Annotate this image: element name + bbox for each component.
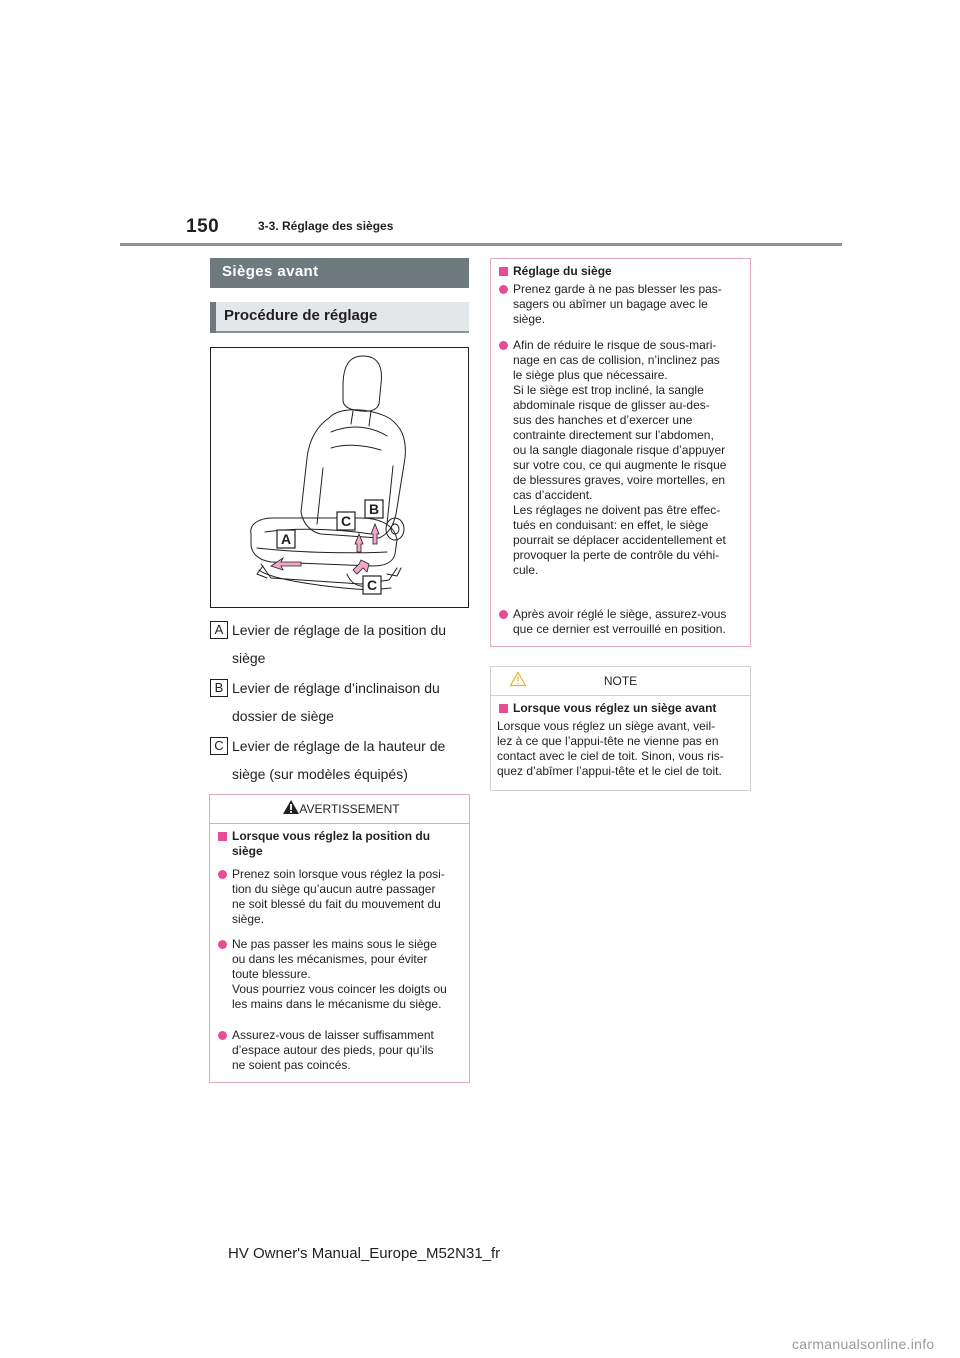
section-title: Sièges avant xyxy=(222,263,319,280)
legend-key-c: C xyxy=(210,737,228,755)
adjust-bullet-2 xyxy=(499,338,742,578)
warning-title-bar xyxy=(210,795,469,824)
note-heading-item xyxy=(499,701,742,716)
figure-label-c-top: C xyxy=(340,513,352,529)
figure-label-a: A xyxy=(280,531,292,547)
figure-label-c-bottom: C xyxy=(366,577,378,593)
legend-key-a: A xyxy=(210,621,228,639)
legend-item-c xyxy=(210,732,480,788)
round-bullet-icon xyxy=(499,285,508,294)
adjust-info-box xyxy=(490,258,751,647)
figure-label-b: B xyxy=(368,501,380,517)
round-bullet-icon xyxy=(218,870,227,879)
note-box xyxy=(490,666,751,791)
warning-bullet-text-3: Assurez-vous de laisser suffisamment d’espace autour des pieds, pour qu’ils ne soient pas coincés. xyxy=(232,1028,434,1072)
watermark: carmanualsonline.info xyxy=(792,1336,935,1352)
warning-bullet-1 xyxy=(218,867,461,927)
arrow-b xyxy=(371,524,379,544)
adjust-bullet-text-1: Prenez garde à ne pas blesser les pas- sagers ou abîmer un bagage avec le siège. xyxy=(513,282,722,326)
section-header xyxy=(210,258,469,288)
adjust-heading-item xyxy=(499,264,742,279)
seat-illustration xyxy=(210,347,469,608)
arrow-a xyxy=(271,558,301,570)
legend-text-c: Levier de réglage de la hauteur de siège (sur modèles équipés) xyxy=(232,738,446,782)
note-text: Lorsque vous réglez un siège avant, veil- lez à ce que l’appui-tête ne vienne pas en contact avec le ciel de toit. Sinon, vous ris- quez d’abîmer l’appui-tête et le ciel de toit. xyxy=(497,719,724,778)
warning-heading-item xyxy=(218,829,461,859)
arrow-c-down xyxy=(353,560,369,574)
adjust-bullet-text-2: Afin de réduire le risque de sous-mari- nage en cas de collision, n’inclinez pas le siège plus que nécessaire. Si le siège est trop incliné, la sangle abdominale risque de glisser au-des- sus des hanches et d’exercer une contrainte directement sur l’abdomen, ou la sangle diagonale risque d’appuyer sur votre cou, ce qui augmente le risque de blessures graves, voire mortelles, en cas d’accident. Les réglages ne doivent pas être effec- tués en conduisant: en effet, le siège pourrait se déplacer accidentellement et provoquer la perte de contrôle du véhi- cule. xyxy=(513,338,727,577)
legend-text-b: Levier de réglage d’inclinaison du dossier de siège xyxy=(232,680,440,724)
warning-bullet-text-2: Ne pas passer les mains sous le siège ou dans les mécanismes, pour éviter toute blessure. Vous pourriez vous coincer les doigts ou les mains dans le mécanisme du siège. xyxy=(232,937,447,1011)
round-bullet-icon xyxy=(218,1031,227,1040)
header-rule xyxy=(120,243,842,246)
adjust-bullet-3 xyxy=(499,607,742,637)
warning-title: AVERTISSEMENT xyxy=(299,802,400,816)
warning-bullet-2 xyxy=(218,937,461,1012)
adjust-bullet-text-3: Après avoir réglé le siège, assurez-vous que ce dernier est verrouillé en position. xyxy=(513,607,727,636)
round-bullet-icon xyxy=(499,341,508,350)
legend-item-b xyxy=(210,674,480,730)
subsection-title: Procédure de réglage xyxy=(224,307,378,324)
recline-knob xyxy=(386,518,404,540)
square-bullet-icon xyxy=(499,267,508,276)
warning-bullet-3 xyxy=(218,1028,461,1073)
note-title-bar xyxy=(491,667,750,696)
seat-drawing xyxy=(211,348,468,607)
round-bullet-icon xyxy=(218,940,227,949)
warning-heading: Lorsque vous réglez la position du siège xyxy=(232,829,431,858)
legend-key-b: B xyxy=(210,679,228,697)
round-bullet-icon xyxy=(499,610,508,619)
square-bullet-icon xyxy=(218,832,227,841)
subsection-header xyxy=(210,302,469,333)
page-number: 150 xyxy=(186,216,220,237)
warning-box xyxy=(209,794,470,1083)
warning-bullet-text-1: Prenez soin lorsque vous réglez la posi- tion du siège qu’aucun autre passager ne soit blessé du fait du mouvement du siège. xyxy=(232,867,445,926)
legend-text-a: Levier de réglage de la position du siège xyxy=(232,622,447,666)
footer-text: HV Owner's Manual_Europe_M52N31_fr xyxy=(228,1245,501,1262)
note-heading: Lorsque vous réglez un siège avant xyxy=(513,701,717,715)
adjust-bullet-1 xyxy=(499,282,742,327)
subsection-bar xyxy=(210,302,216,333)
adjust-heading: Réglage du siège xyxy=(513,264,612,278)
legend-item-a xyxy=(210,616,480,672)
note-title: NOTE xyxy=(603,674,638,688)
chapter-title: 3-3. Réglage des sièges xyxy=(258,219,394,233)
square-bullet-icon xyxy=(499,704,508,713)
headrest-outline xyxy=(343,356,381,411)
